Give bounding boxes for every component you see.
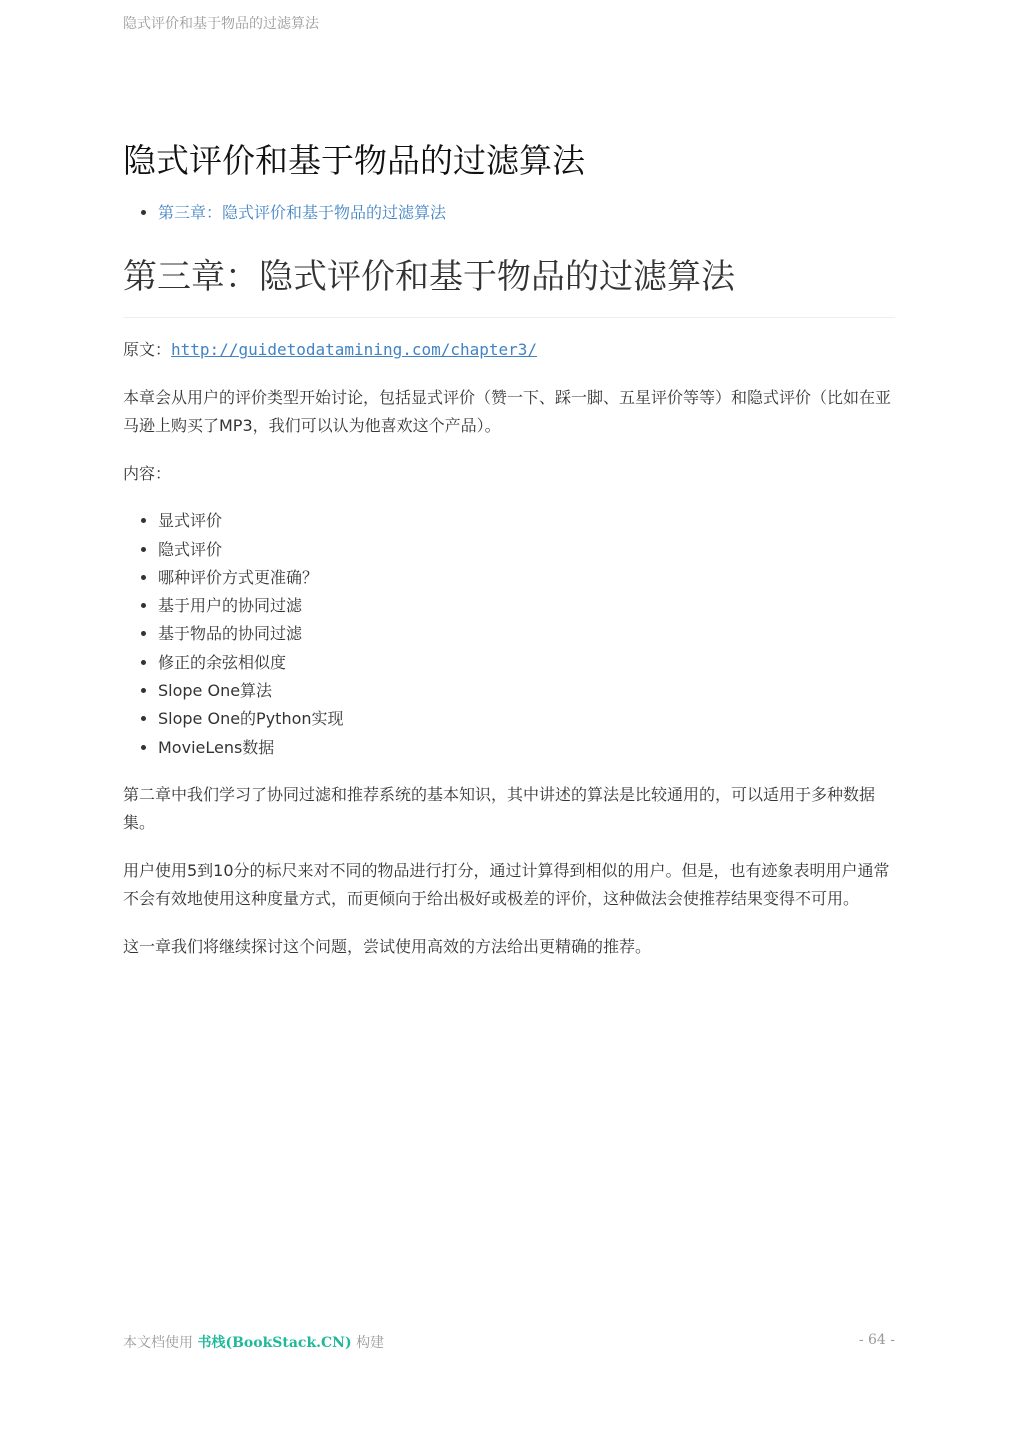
toc-link-chapter3[interactable]: 第三章：隐式评价和基于物品的过滤算法 <box>158 203 447 222</box>
source-link[interactable]: http://guidetodatamining.com/chapter3/ <box>171 340 538 360</box>
paragraph-chapter-goal: 这一章我们将继续探讨这个问题，尝试使用高效的方法给出更精确的推荐。 <box>123 936 652 956</box>
source-label: 原文： <box>123 340 172 360</box>
chapter-title: 第三章：隐式评价和基于物品的过滤算法 <box>123 251 895 318</box>
list-item: • 基于物品的协同过滤 <box>158 620 895 648</box>
list-item: • 隐式评价 <box>158 536 895 564</box>
footer-brand-link[interactable]: 书栈(BookStack.CN) <box>197 1335 352 1351</box>
list-item: • 修正的余弦相似度 <box>158 649 895 677</box>
document-title: 隐式评价和基于物品的过滤算法 <box>123 141 585 180</box>
paragraph-rating-scale: 用户使用5到10分的标尺来对不同的物品进行打分，通过计算得到相似的用户。但是，也有迹象表明用户通常不会有效地使用这种度量方式，而更倾向于给出极好或极差的评价，这种做法会使推荐结果变得不可用。 <box>123 860 890 909</box>
list-item: • MovieLens数据 <box>158 734 895 762</box>
list-item: • 显式评价 <box>158 507 895 535</box>
running-footer <box>123 1332 384 1352</box>
table-of-contents <box>123 199 895 227</box>
contents-list <box>123 507 895 762</box>
contents-label: 内容： <box>123 463 172 483</box>
list-item: • 基于用户的协同过滤 <box>158 592 895 620</box>
running-header: 隐式评价和基于物品的过滤算法 <box>123 16 319 32</box>
source-line <box>123 336 895 365</box>
document-body <box>123 138 895 961</box>
intro-paragraph: 本章会从用户的评价类型开始讨论，包括显式评价（赞一下、踩一脚、五星评价等等）和隐式评价（比如在亚马逊上购买了MP3，我们可以认为他喜欢这个产品）。 <box>123 387 892 436</box>
footer-suffix: 构建 <box>356 1335 385 1351</box>
footer-prefix: 本文档使用 <box>123 1335 193 1351</box>
page-number: - 64 - <box>858 1332 895 1348</box>
list-item: • Slope One的Python实现 <box>158 705 895 733</box>
toc-item <box>158 199 895 227</box>
list-item: • 哪种评价方式更准确？ <box>158 564 895 592</box>
list-item: • Slope One算法 <box>158 677 895 705</box>
paragraph-recap: 第二章中我们学习了协同过滤和推荐系统的基本知识，其中讲述的算法是比较通用的，可以适用于多种数据集。 <box>123 784 876 833</box>
